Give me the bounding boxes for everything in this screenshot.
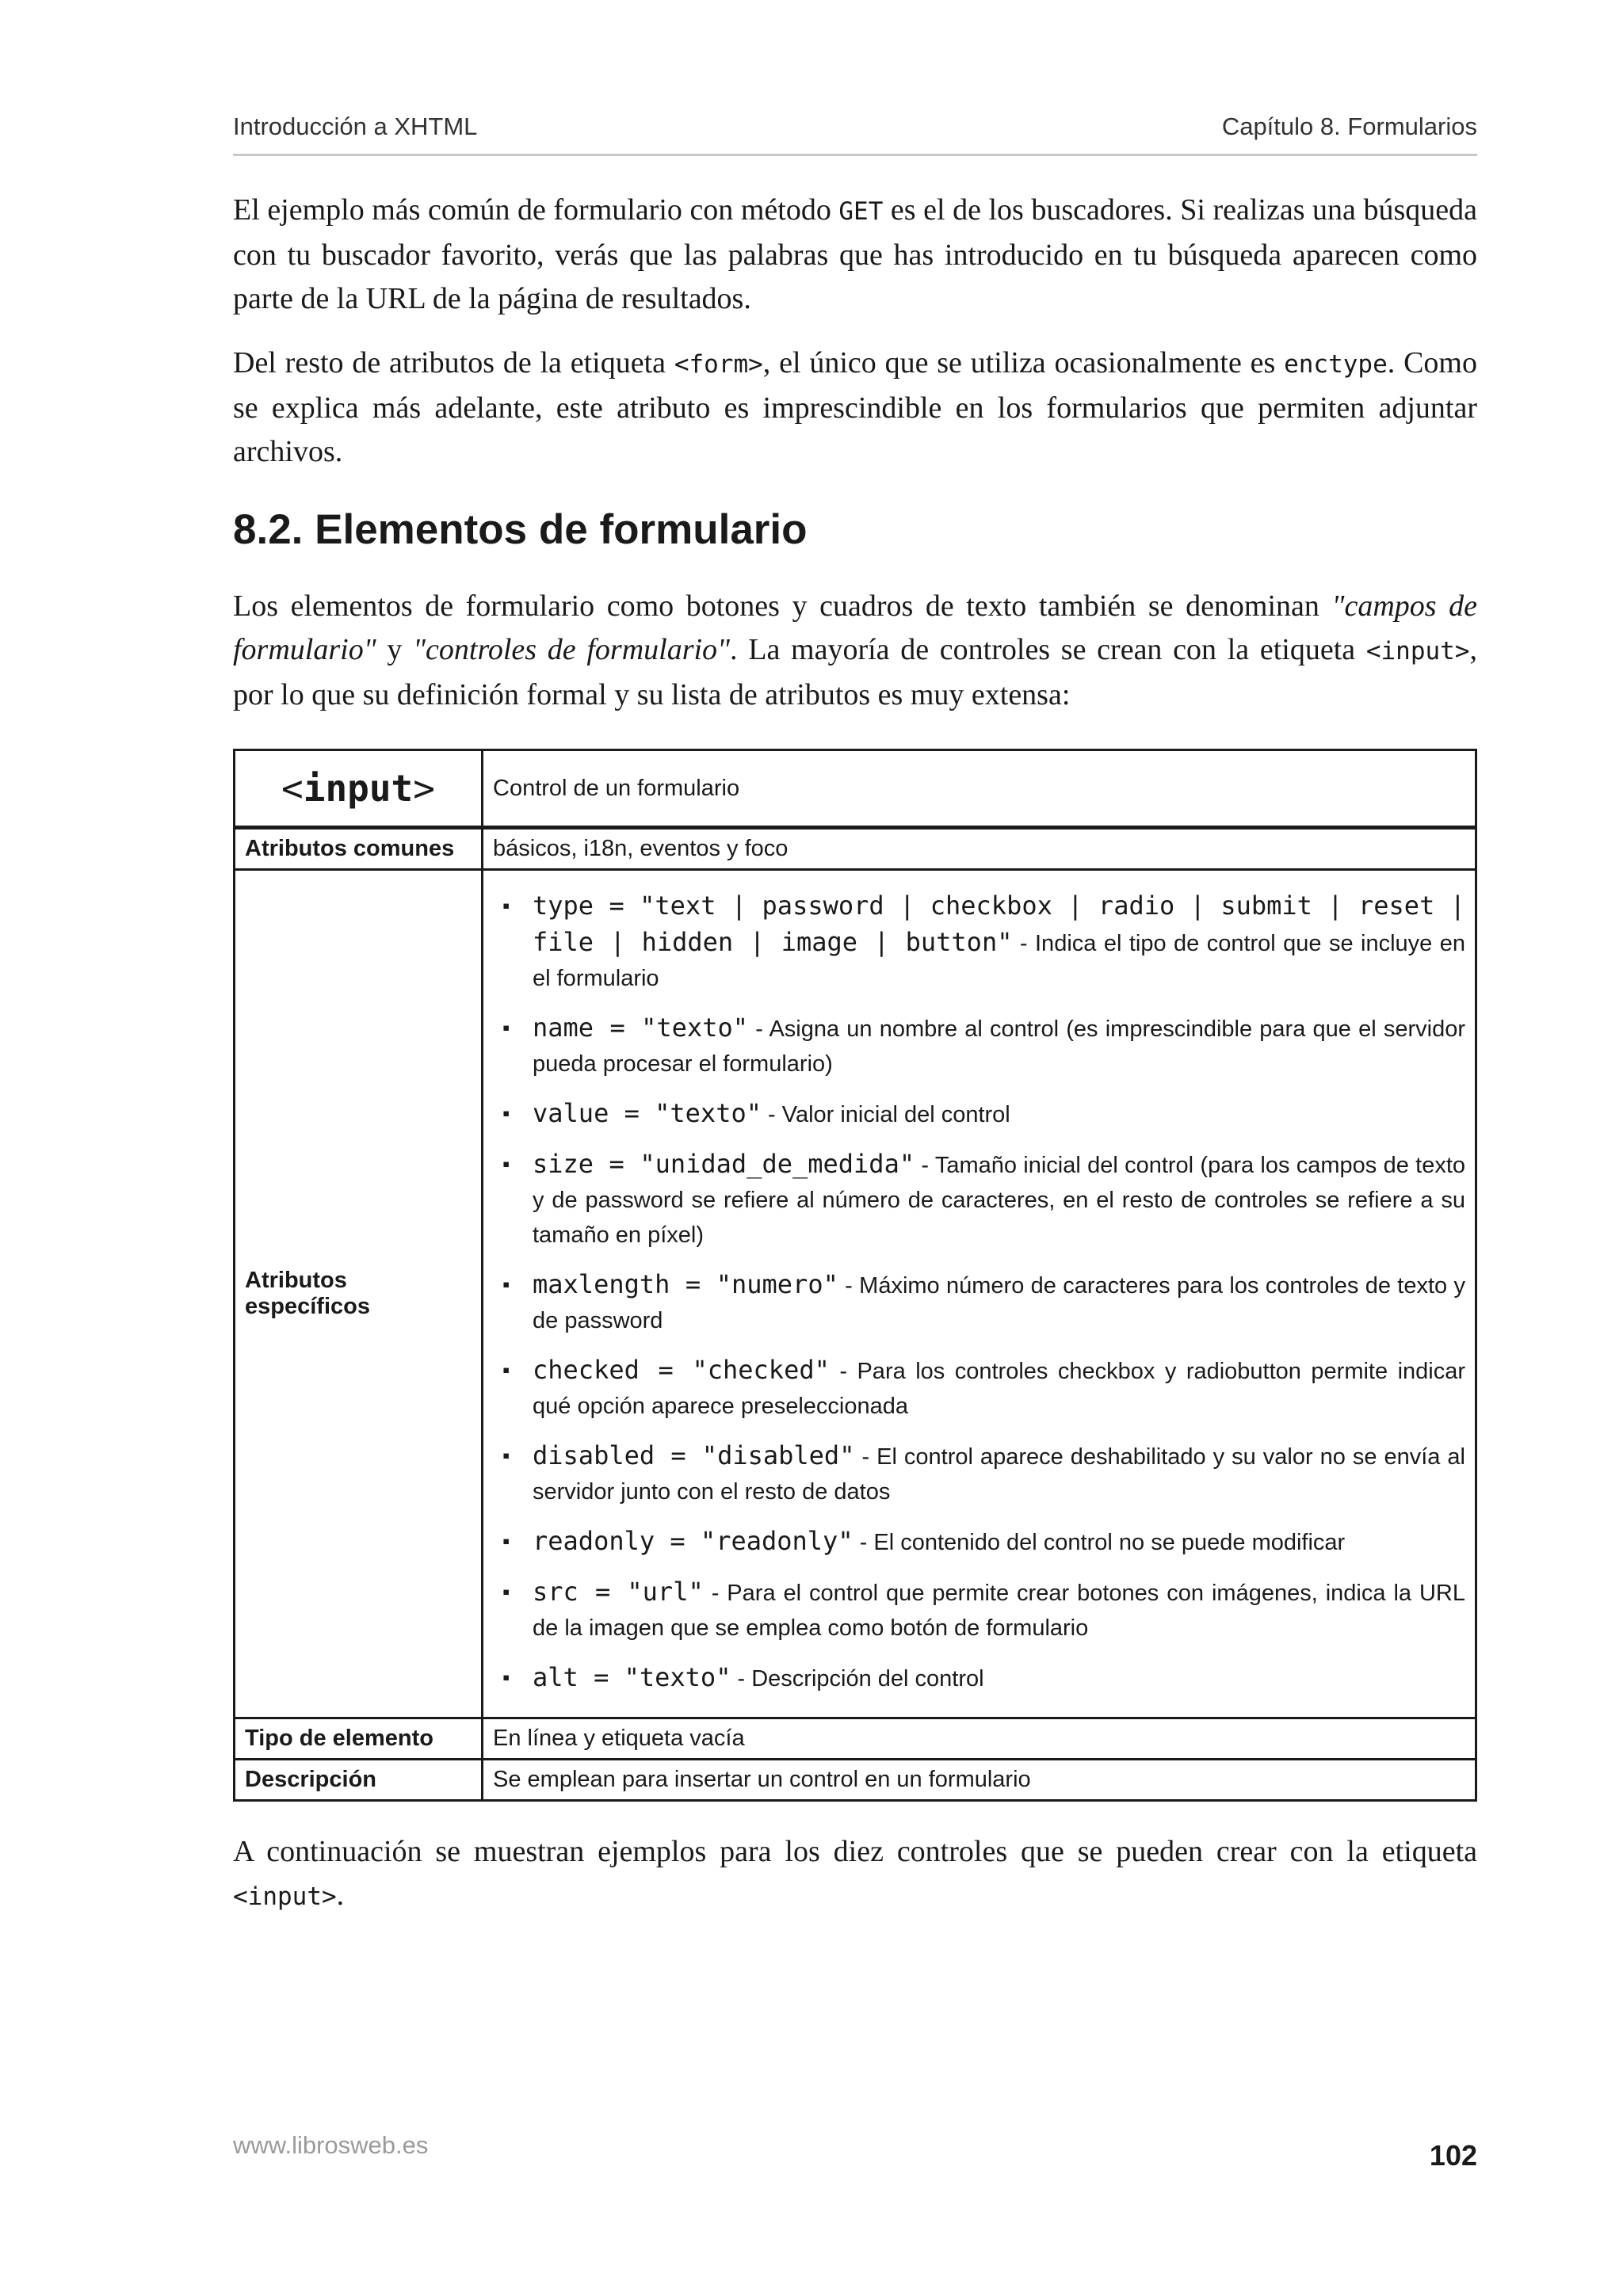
site-url: www.librosweb.es: [233, 2131, 429, 2159]
attribute-description: - Para el control que permite crear botones con imágenes, indica la URL de la imagen que se emplea como botón de formulario: [533, 1581, 1466, 1641]
table-row: [235, 1718, 1476, 1760]
attribute-code: maxlength = "numero": [533, 1269, 838, 1299]
chapter-title: Capítulo 8. Formularios: [1221, 113, 1477, 140]
attribute-description: - Para los controles checkbox y radiobutton permite indicar qué opción aparece preseleccionada: [533, 1359, 1465, 1419]
attribute-description: - Máximo número de caracteres para los controles de texto y de password: [533, 1273, 1466, 1333]
bullet-icon: ▪: [502, 1444, 510, 1467]
specific-attributes-label: Atributos específicos: [235, 870, 483, 1718]
list-item: [493, 1146, 1465, 1253]
attribute-description: - Tamaño inicial del control (para los campos de texto y de password se refiere al número de caracteres, en el resto de controles se refiere a su tamaño en píxel): [533, 1153, 1466, 1248]
attribute-description: - Valor inicial del control: [761, 1102, 1010, 1127]
table-row: [235, 828, 1476, 870]
intro-paragraph-1: El ejemplo más común de formulario con método GET es el de los buscadores. Si realizas una búsqueda con tu buscador favorito, verás que las palabras que has introducido en tu búsqueda aparecen como parte de la URL de la página de resultados.: [233, 193, 1477, 315]
list-item: [493, 1010, 1465, 1081]
bullet-icon: ▪: [502, 1152, 510, 1176]
attribute-code: src = "url": [533, 1577, 704, 1607]
attribute-code: readonly = "readonly": [533, 1526, 854, 1556]
attribute-list: [493, 888, 1465, 1696]
description-value: Se emplean para insertar un control en un formulario: [483, 1760, 1476, 1801]
list-item: [493, 1524, 1465, 1560]
bullet-icon: ▪: [502, 1016, 510, 1039]
page-header: [233, 113, 1477, 156]
element-type-label: Tipo de elemento: [235, 1718, 483, 1760]
attribute-description: - El control aparece deshabilitado y su valor no se envía al servidor junto con el resto de datos: [533, 1444, 1465, 1505]
common-attributes-label: Atributos comunes: [235, 828, 483, 870]
attribute-description: - Asigna un nombre al control (es imprescindible para que el servidor pueda procesar el formulario): [533, 1016, 1466, 1077]
attribute-description: - Descripción del control: [731, 1666, 984, 1691]
attribute-code: disabled = "disabled": [533, 1440, 855, 1470]
bullet-icon: ▪: [502, 1101, 510, 1125]
list-item: [493, 1660, 1465, 1696]
attribute-description: - El contenido del control no se puede modificar: [853, 1530, 1346, 1555]
element-type-value: En línea y etiqueta vacía: [483, 1718, 1476, 1760]
list-item: [493, 1352, 1465, 1424]
input-reference-table: [233, 749, 1477, 1802]
specific-attributes-cell: [483, 870, 1476, 1718]
description-label: Descripción: [235, 1760, 483, 1801]
bullet-icon: ▪: [502, 1580, 510, 1604]
table-row: [235, 1760, 1476, 1801]
attribute-code: checked = "checked": [533, 1355, 830, 1385]
intro-paragraph-2: Del resto de atributos de la etiqueta <form>, el único que se utiliza ocasionalmente es enctype. Como se explica más adelante, este atributo es imprescindible en los formularios que permiten adjuntar archivos.: [233, 346, 1477, 468]
common-attributes-value: básicos, i18n, eventos y foco: [483, 828, 1476, 870]
attribute-code: value = "texto": [533, 1098, 762, 1128]
bullet-icon: ▪: [502, 1358, 510, 1382]
attribute-code: size = "unidad_de_medida": [533, 1149, 915, 1179]
table-row: [235, 870, 1476, 1718]
list-item: [493, 1096, 1465, 1132]
attribute-code: type = "text | password | checkbox | radio | submit | reset | file | hidden | image | button": [533, 891, 1465, 957]
tag-title-cell: <input>: [235, 750, 483, 828]
bullet-icon: ▪: [502, 894, 510, 917]
bullet-icon: ▪: [502, 1665, 510, 1689]
list-item: [493, 1267, 1465, 1338]
tag-description: Control de un formulario: [483, 750, 1476, 828]
closing-paragraph: A continuación se muestran ejemplos para los diez controles que se pueden crear con la etiqueta <input>.: [233, 1835, 1477, 1912]
list-item: [493, 1574, 1465, 1646]
page-content: [233, 189, 1477, 1939]
list-item: [493, 1438, 1465, 1509]
attribute-code: alt = "texto": [533, 1662, 731, 1692]
bullet-icon: ▪: [502, 1529, 510, 1553]
section-paragraph: Los elementos de formulario como botones y cuadros de texto también se denominan "campos de formulario" y "controles de formulario". La mayoría de controles se crean con la etiqueta <input>, por lo que su definición formal y su lista de atributos es muy extensa:: [233, 589, 1477, 711]
attribute-description: - Indica el tipo de control que se incluye en el formulario: [533, 931, 1465, 991]
attribute-code: name = "texto": [533, 1013, 748, 1043]
page-number: 102: [1429, 2139, 1477, 2172]
section-title: 8.2. Elementos de formulario: [233, 506, 808, 553]
bullet-icon: ▪: [502, 1272, 510, 1296]
book-title: Introducción a XHTML: [233, 113, 478, 140]
table-header-row: [235, 750, 1476, 828]
list-item: [493, 888, 1465, 996]
